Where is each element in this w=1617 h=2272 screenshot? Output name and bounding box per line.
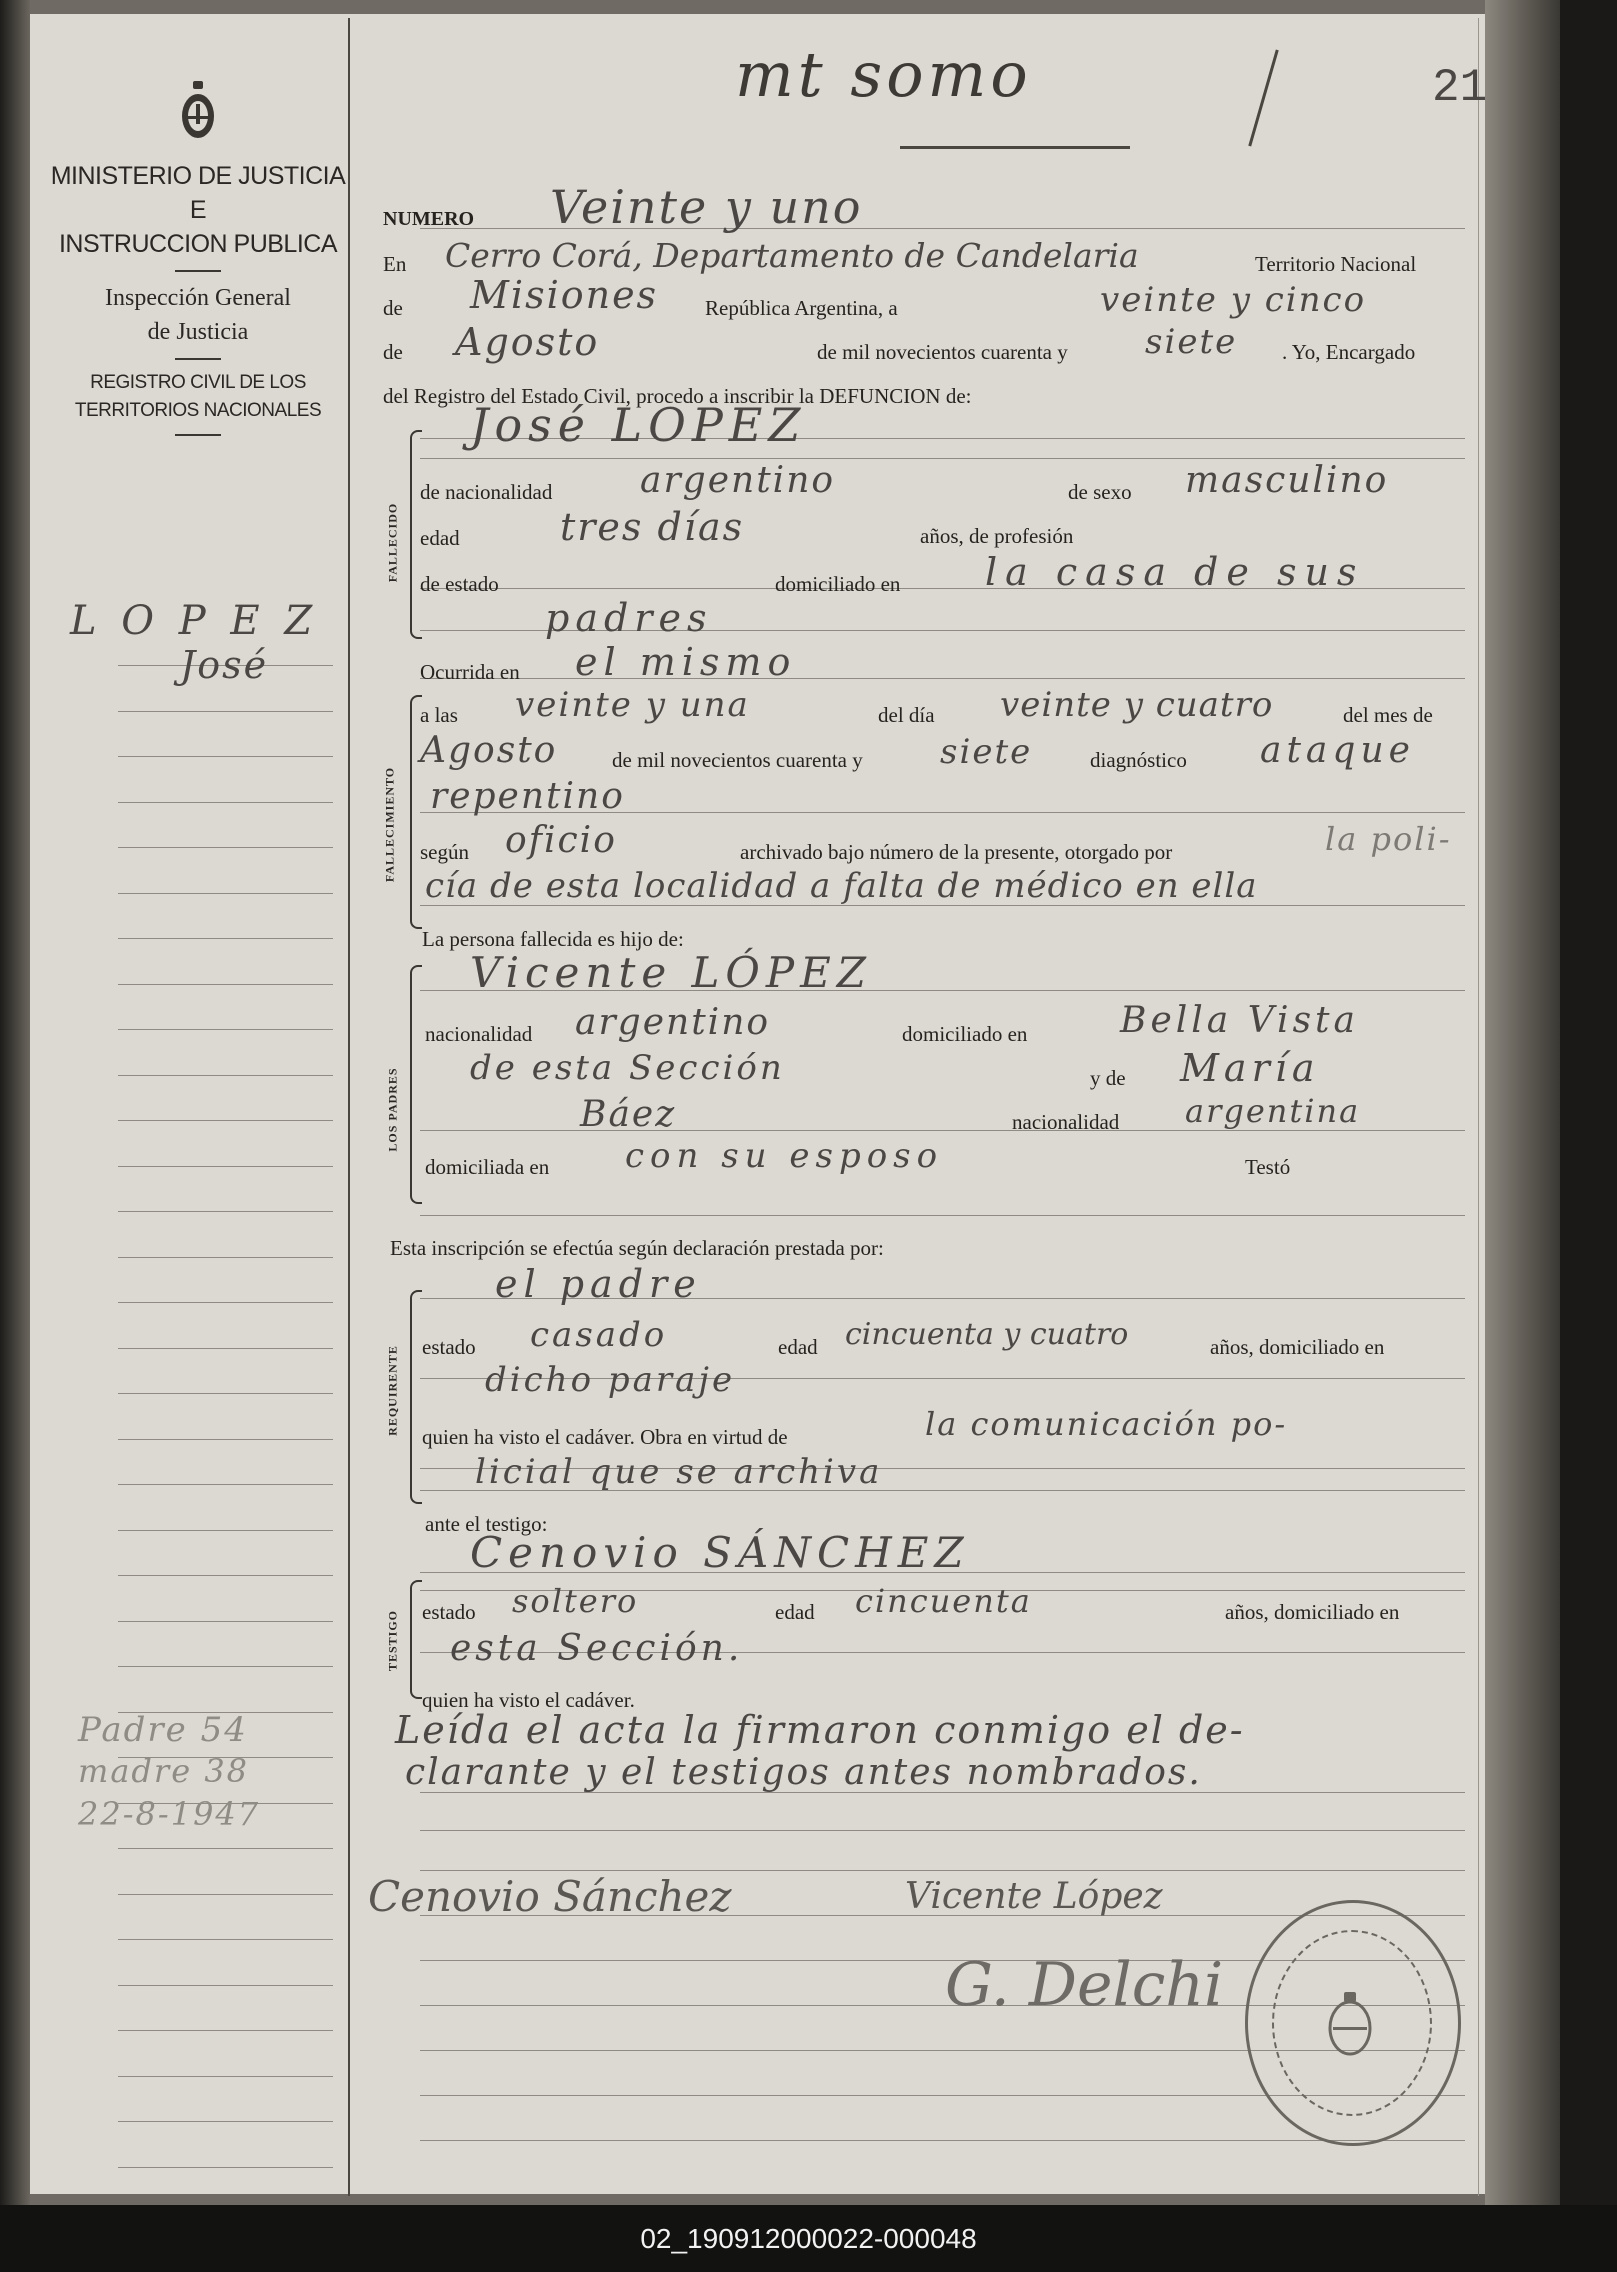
estado-label: estado	[422, 1600, 476, 1624]
mother-nationality: argentina	[1185, 1092, 1361, 1130]
registry-line-2: TERRITORIOS NACIONALES	[74, 400, 322, 421]
ruled-line	[420, 2140, 1465, 2141]
mother-name: María	[1180, 1046, 1320, 1090]
anos-profesion-label: años, de profesión	[920, 524, 1074, 548]
requirente-obra: la comunicación po-	[925, 1405, 1288, 1443]
sexo-value: masculino	[1185, 460, 1389, 501]
section-brace	[410, 965, 422, 1204]
sexo-label: de sexo	[1068, 480, 1132, 504]
section-padres: LOS PADRES	[385, 1067, 400, 1152]
margin-note: Padre 54	[78, 1710, 248, 1750]
requirente-who: el padre	[495, 1262, 702, 1306]
dia-value: veinte y cuatro	[1000, 685, 1274, 725]
anos-domiciliado-label: años, domiciliado en	[1210, 1335, 1385, 1359]
yo-label: . Yo, Encargado	[1282, 340, 1416, 364]
anos-domiciliado-label: años, domiciliado en	[1225, 1600, 1400, 1624]
witness-edad: cincuenta	[855, 1582, 1032, 1620]
ministry-header	[48, 80, 348, 445]
estado-label: estado	[422, 1335, 476, 1359]
ministry-line-2: E	[189, 196, 207, 224]
ruled-line	[118, 938, 333, 939]
month-value: Agosto	[455, 320, 600, 364]
ruled-line	[118, 1666, 333, 1667]
mother-nationality-label: nacionalidad	[1012, 1110, 1120, 1134]
domicilio-value: padres	[545, 596, 713, 640]
requirente-domicile: dicho paraje	[485, 1360, 736, 1400]
otorgado-value: la poli-	[1325, 820, 1452, 858]
estado-label: de estado	[420, 572, 499, 596]
quien-obra-label: quien ha visto el cadáver. Obra en virtud de	[422, 1425, 788, 1449]
segun-value: oficio	[505, 820, 617, 861]
day-value: veinte y cinco	[1100, 280, 1367, 320]
ruled-line	[118, 1439, 333, 1440]
image-code: 02_190912000022-000048	[640, 2223, 977, 2254]
mil-label: de mil novecientos cuarenta y	[817, 340, 1068, 364]
section-testigo: TESTIGO	[385, 1609, 400, 1672]
ruled-line	[118, 847, 333, 848]
de-label: de	[383, 296, 403, 320]
mil-label: de mil novecientos cuarenta y	[612, 748, 863, 772]
ruled-line	[118, 1575, 333, 1576]
closing-line-1: Leída el acta la firmaron conmigo el de-	[395, 1708, 1245, 1752]
margin-divider	[348, 18, 350, 2196]
ruled-line	[118, 2121, 333, 2122]
ruled-line	[118, 1120, 333, 1121]
ruled-line	[420, 1130, 1465, 1131]
del-dia-label: del día	[878, 703, 935, 727]
mes-value: Agosto	[420, 730, 558, 771]
ruled-line	[420, 1830, 1465, 1831]
section-brace	[410, 1290, 422, 1504]
sidebar-rule	[175, 270, 221, 272]
page-number: 21	[1432, 62, 1488, 114]
officer-signature: G. Delchi	[945, 1950, 1224, 2020]
sidebar-rule	[175, 434, 221, 436]
hora-value: veinte y una	[515, 685, 750, 725]
testo-label: Testó	[1245, 1155, 1291, 1179]
ministry-line-3: INSTRUCCION PUBLICA	[58, 230, 338, 258]
requirente-intro: Esta inscripción se efectúa según declaración prestada por:	[390, 1236, 884, 1260]
image-code-bar	[0, 2205, 1617, 2272]
ruled-line	[118, 711, 333, 712]
margin-note: madre 38	[78, 1752, 250, 1790]
domiciliado-label: domiciliado en	[775, 572, 901, 596]
ruled-line	[420, 1870, 1465, 1871]
father-domicile: Bella Vista	[1120, 1000, 1359, 1041]
right-margin-rule	[1478, 18, 1479, 2196]
domicilio-value: la casa de sus	[985, 550, 1365, 594]
domiciliado-label: domiciliado en	[902, 1022, 1028, 1046]
declarant-signature: Vicente López	[905, 1876, 1163, 1917]
province-value: Misiones	[470, 273, 659, 317]
territorio-label: Territorio Nacional	[1255, 252, 1417, 276]
ruled-line	[118, 1621, 333, 1622]
y-de-label: y de	[1090, 1066, 1126, 1090]
ruled-line	[118, 2030, 333, 2031]
ruled-line	[118, 1257, 333, 1258]
ruled-line	[118, 802, 333, 803]
ruled-line	[118, 1166, 333, 1167]
ruled-line	[118, 1393, 333, 1394]
margin-note: 22-8-1947	[78, 1795, 261, 1833]
ministry-line-1: MINISTERIO DE JUSTICIA	[50, 162, 346, 190]
ruled-line	[118, 756, 333, 757]
ruled-line	[420, 458, 1465, 459]
diagnostico-label: diagnóstico	[1090, 748, 1187, 772]
segun-label: según	[420, 840, 469, 864]
coat-of-arms-icon	[178, 80, 218, 142]
inspection-line-1: Inspección General	[105, 285, 291, 311]
ruled-line	[118, 1075, 333, 1076]
section-requirente: REQUIRENTE	[385, 1345, 400, 1436]
padres-intro: La persona fallecida es hijo de:	[422, 927, 684, 951]
numero-label: NUMERO	[383, 208, 475, 230]
year-value: siete	[1145, 322, 1238, 362]
ocurrida-value: el mismo	[575, 640, 797, 684]
de-label: de	[383, 340, 403, 364]
domiciliada-label: domiciliada en	[425, 1155, 550, 1179]
closing-line-2: clarante y el testigos antes nombrados.	[405, 1752, 1202, 1793]
diagnostico-value: repentino	[430, 776, 625, 817]
deceased-name: José LOPEZ	[470, 398, 807, 452]
republica-label: República Argentina, a	[705, 296, 898, 320]
witness-signature: Cenovio Sánchez	[368, 1872, 732, 1921]
anio-value: siete	[940, 732, 1033, 772]
seal-emblem-icon	[1323, 1990, 1377, 2060]
section-brace	[410, 1580, 422, 1699]
ruled-line	[118, 1530, 333, 1531]
ruled-line	[118, 1484, 333, 1485]
edad-label: edad	[775, 1600, 815, 1624]
mother-domicile: con su esposo	[625, 1136, 944, 1176]
a-las-label: a las	[420, 703, 458, 727]
inspection-line-2: de Justicia	[147, 319, 249, 345]
ruled-line	[118, 984, 333, 985]
ruled-line	[118, 893, 333, 894]
mother-name: Báez	[580, 1094, 677, 1135]
sidebar-rule	[175, 358, 221, 360]
ruled-line	[420, 1215, 1465, 1216]
ruled-line	[118, 1894, 333, 1895]
header-scribble: mt somo	[735, 38, 1032, 111]
edad-value: tres días	[560, 505, 745, 549]
registro-line: del Registro del Estado Civil, procedo a inscribir la DEFUNCION de:	[383, 384, 972, 408]
ocurrida-label: Ocurrida en	[420, 660, 520, 684]
margin-given-name: José	[180, 643, 269, 687]
father-name: Vicente LÓPEZ	[470, 948, 872, 997]
ruled-line	[118, 1211, 333, 1212]
father-domicile: de esta Sección	[470, 1048, 785, 1088]
ruled-line	[118, 1848, 333, 1849]
registry-line-1: REGISTRO CIVIL DE LOS	[90, 372, 306, 393]
ruled-line	[118, 1029, 333, 1030]
del-mes-label: del mes de	[1343, 703, 1433, 727]
ruled-line	[118, 1302, 333, 1303]
requirente-edad: cincuenta y cuatro	[845, 1317, 1129, 1352]
edad-label: edad	[778, 1335, 818, 1359]
section-fallecimiento: FALLECIMIENTO	[382, 766, 397, 883]
book-edge	[1485, 0, 1560, 2205]
requirente-estado: casado	[530, 1315, 668, 1355]
archivado-label: archivado bajo número de la presente, otorgado por	[740, 840, 1173, 864]
witness-name: Cenovio SÁNCHEZ	[470, 1528, 970, 1577]
ruled-line	[118, 1985, 333, 1986]
nacionalidad-label: nacionalidad	[425, 1022, 533, 1046]
edad-label: edad	[420, 526, 460, 550]
father-nationality: argentino	[575, 1002, 771, 1043]
witness-domicile: esta Sección.	[450, 1628, 744, 1669]
ruled-line	[118, 2076, 333, 2077]
otorgado-value: cía de esta localidad a falta de médico en ella	[425, 866, 1258, 906]
en-label: En	[383, 252, 407, 276]
book-gutter	[0, 0, 30, 2205]
numero-value: Veinte y uno	[550, 180, 863, 234]
testigo-intro: ante el testigo:	[425, 1512, 548, 1536]
section-fallecido: FALLECIDO	[385, 502, 400, 583]
ruled-line	[118, 1939, 333, 1940]
diagnostico-value: ataque	[1260, 730, 1415, 771]
ruled-line	[118, 1348, 333, 1349]
quien-label: quien ha visto el cadáver.	[422, 1688, 635, 1712]
requirente-obra: licial que se archiva	[475, 1452, 883, 1492]
scribble-underline	[900, 146, 1130, 149]
witness-estado: soltero	[512, 1582, 639, 1620]
place-value: Cerro Corá, Departamento de Candelaria	[445, 236, 1139, 275]
ruled-line	[118, 2167, 333, 2168]
nacionalidad-label: de nacionalidad	[420, 480, 553, 504]
nacionalidad-value: argentino	[640, 460, 836, 501]
margin-surname: L O P E Z	[70, 598, 319, 644]
